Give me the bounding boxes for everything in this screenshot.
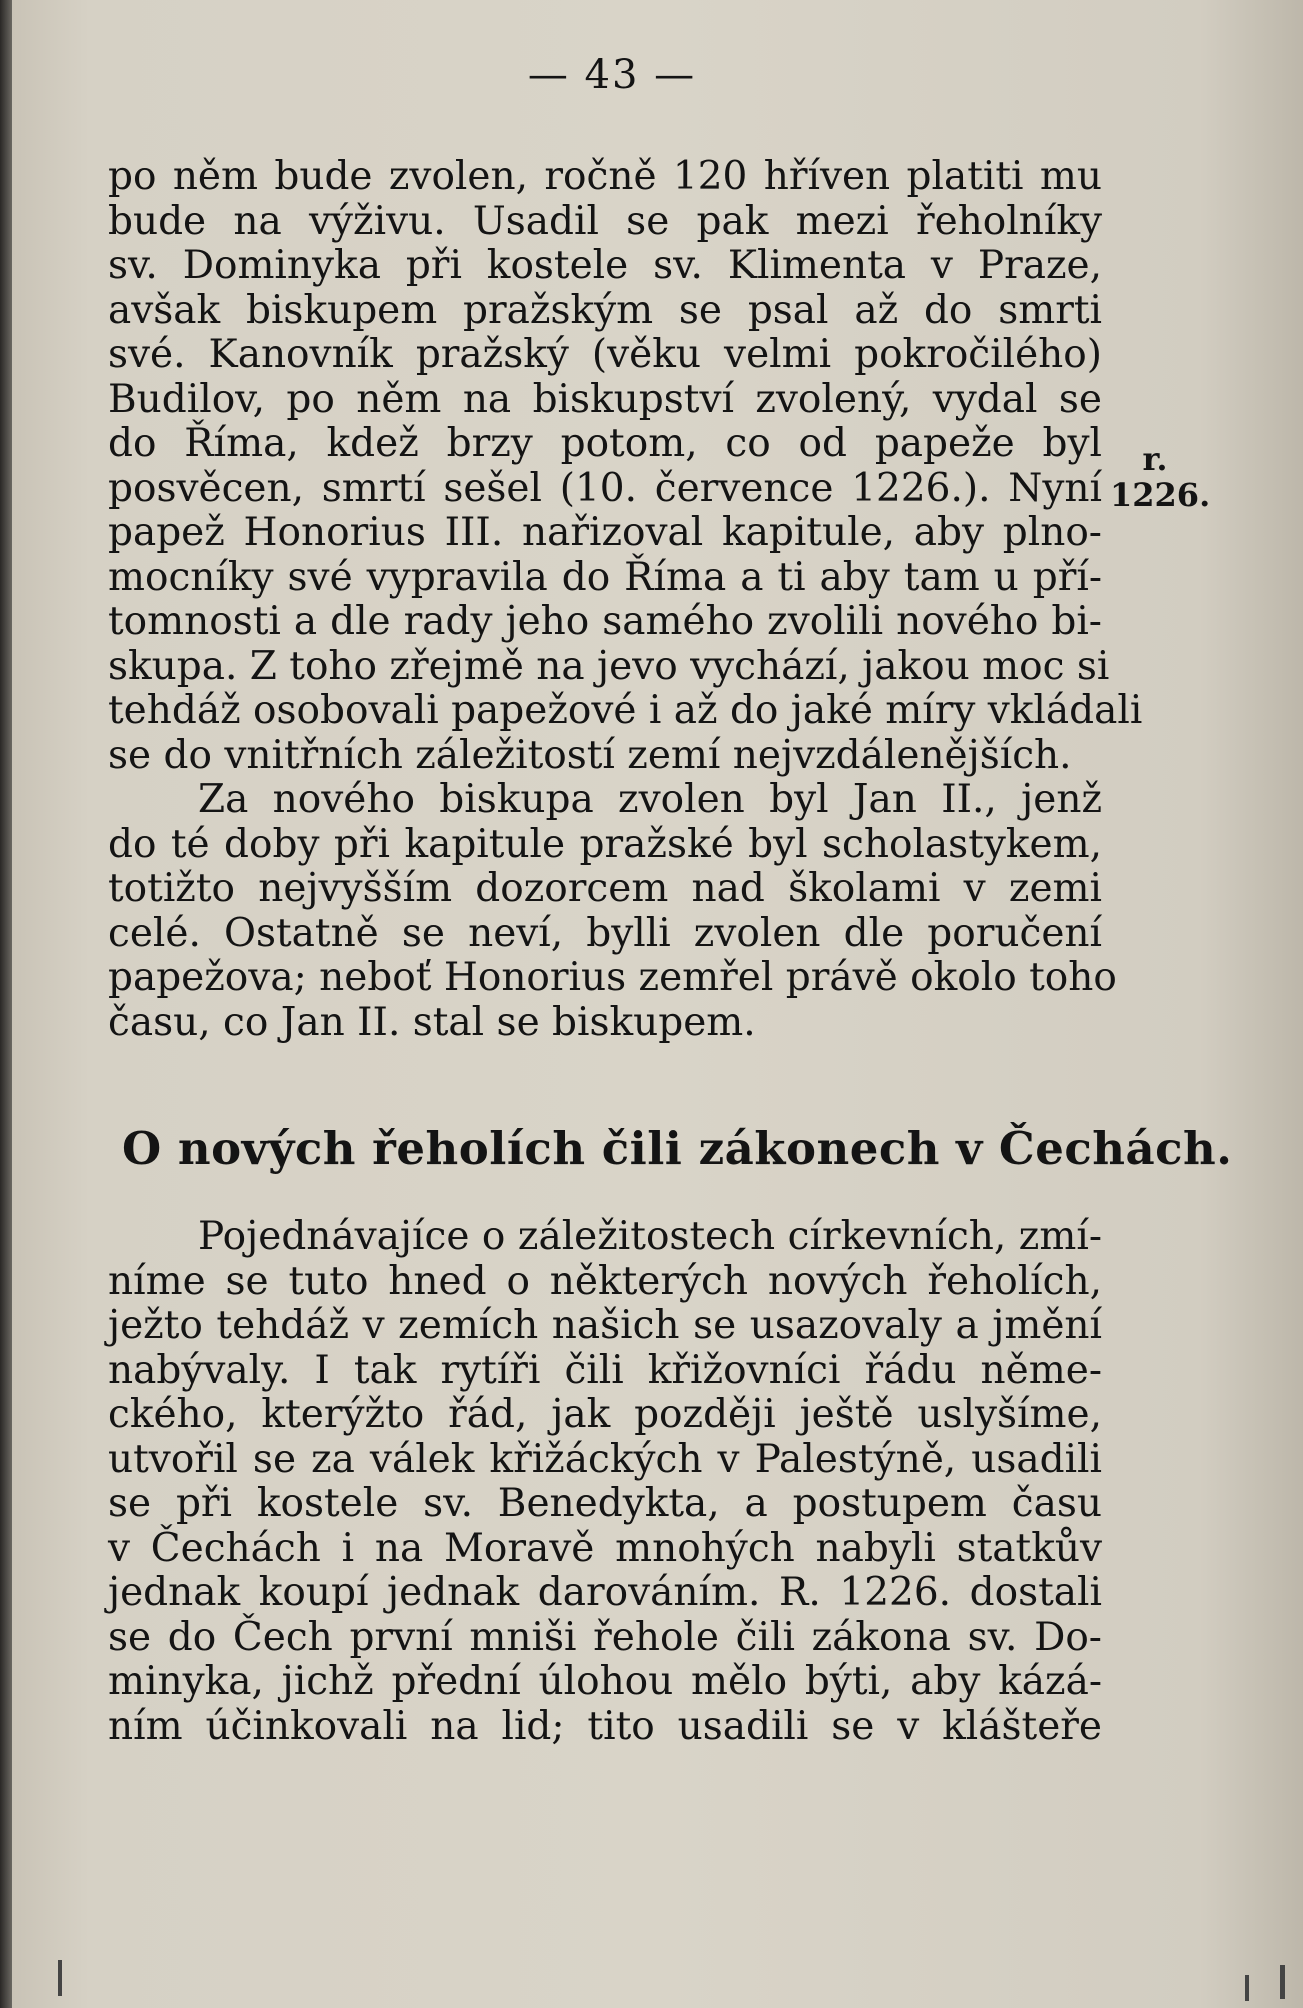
text-line: do Říma, kdež brzy potom, co od papeže byl <box>108 421 1102 466</box>
scan-mark <box>1245 1975 1249 2001</box>
text-line: celé. Ostatně se neví, bylli zvolen dle poručení <box>108 910 1102 956</box>
text-line: papežova; neboť Honorius zemřel právě okolo toho <box>108 955 1117 1000</box>
book-page <box>12 0 1303 2008</box>
text-line: sv. Dominyka při kostele sv. Klimenta v Praze, <box>108 243 1102 288</box>
text-line: po něm bude zvolen, ročně 120 hříven platiti mu <box>108 154 1102 199</box>
text-line: mocníky své vypravila do Říma a ti aby tam u pří- <box>108 554 1102 600</box>
text-line: ním účinkovali na lid; tito usadili se v klášteře <box>108 1703 1102 1749</box>
text-line: utvořil se za válek křižáckých v Palestýně, usadili <box>108 1436 1102 1482</box>
paragraph-3 <box>108 1215 1102 1749</box>
text-line: Budilov, po něm na biskupství zvolený, vydal se <box>108 376 1102 422</box>
text-line: ckého, kterýžto řád, jak později ještě uslyšíme, <box>108 1392 1102 1437</box>
text-line: papež Honorius III. nařizoval kapitule, aby plno- <box>108 510 1102 555</box>
text-line: se při kostele sv. Benedykta, a postupem času <box>108 1481 1102 1526</box>
text-line: avšak biskupem pražským se psal až do smrti <box>108 287 1102 333</box>
text-line: nabývaly. I tak rytíři čili křižovníci řádu něme- <box>108 1347 1102 1393</box>
text-line: níme se tuto hned o některých nových řeholích, <box>108 1258 1102 1304</box>
text-line: Za nového biskupa zvolen byl Jan II., jenž <box>198 777 1102 822</box>
text-line: totižto nejvyšším dozorcem nad školami v zemi <box>108 866 1102 911</box>
section-heading: O nových řeholích čili zákonech v Čechách. <box>122 1122 1233 1175</box>
text-line: v Čechách i na Moravě mnohých nabyli statkův <box>108 1525 1102 1571</box>
book-spine <box>0 0 12 2008</box>
text-line: své. Kanovník pražský (věku velmi pokročilého) <box>108 332 1102 377</box>
scan-mark <box>58 1960 62 1996</box>
margin-note-year: 1226. <box>1110 476 1211 514</box>
margin-note-r: r. <box>1142 440 1168 478</box>
text-line: ježto tehdáž v zemích našich se usazovaly a jmění <box>108 1303 1102 1348</box>
text-line: do té doby při kapitule pražské byl scholastykem, <box>108 821 1102 867</box>
scan-mark <box>1280 1965 1285 1999</box>
text-line: jednak koupí jednak darováním. R. 1226. dostali <box>108 1570 1102 1615</box>
text-line: tomnosti a dle rady jeho samého zvolili nového bi- <box>108 599 1102 644</box>
text-line: bude na výživu. Usadil se pak mezi řeholníky <box>108 198 1102 244</box>
text-line: minyka, jichž přední úlohou mělo býti, aby kázá- <box>108 1659 1102 1704</box>
page-number: — 43 — <box>527 52 697 98</box>
paragraph-1 <box>108 154 1143 1045</box>
text-line: posvěcen, smrtí sešel (10. července 1226.). Nyní <box>108 465 1102 511</box>
text-line: skupa. Z toho zřejmě na jevo vychází, jakou moc si <box>108 643 1110 689</box>
text-line: Pojednávajíce o záležitostech církevních, zmí- <box>198 1214 1102 1259</box>
text-line: se do Čech první mniši řehole čili zákona sv. Do- <box>108 1614 1102 1660</box>
text-line: času, co Jan II. stal se biskupem. <box>108 999 756 1045</box>
text-line: tehdáž osobovali papežové i až do jaké míry vkládali <box>108 688 1143 733</box>
text-line: se do vnitřních záležitostí zemí nejvzdálenějších. <box>108 732 1072 778</box>
